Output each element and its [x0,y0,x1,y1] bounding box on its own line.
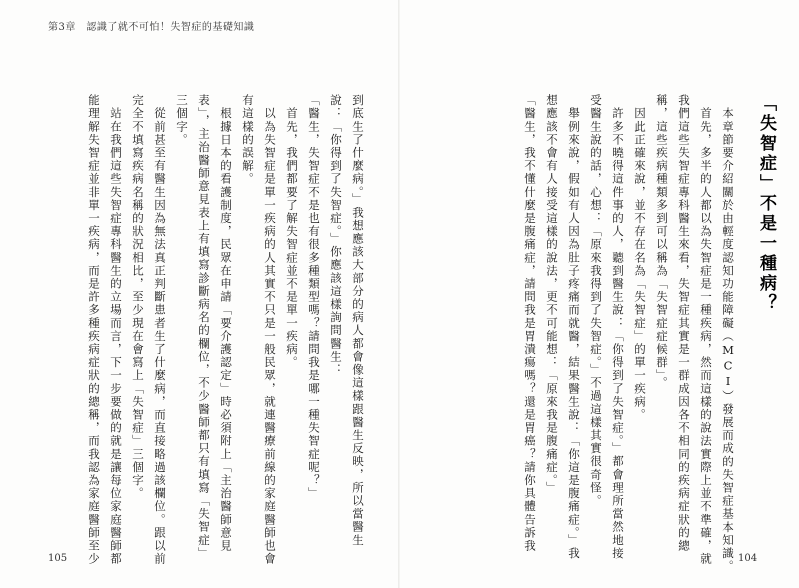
text-line: 有這樣的誤解。 [241,94,255,186]
page-number-left: 105 [48,553,68,564]
text-line: 以為失智症是單一疾病的人其實不只是一般民眾，就連醫療前線的家庭醫師也會 [263,94,277,566]
text-line: 能理解失智症並非單一疾病，而是許多種疾病症狀的總稱，而我認為家庭醫師至少 [87,94,101,566]
text-line: 說：「你得到了失智症。」你應該這樣詢問醫生： [329,94,343,377]
text-line: 首先，我們都要了解失智症並不是單一疾病。 [285,94,299,370]
text-line: 「醫生，失智症不是也有很多種類型嗎？請問我是哪一種失智症呢？」 [307,94,321,501]
left-body-text [83,94,369,566]
text-line: 稱，這些疾病種類多到可以稱為「失智症症候群」。 [655,94,669,390]
text-line: 想應該不會有人接受這樣的說法，更不可能想：「原來我是腹痛症。」 [545,94,559,495]
right-page [400,0,799,588]
text-line: 從前甚至有醫生因為無法真正判斷患者生了什麼病，而直接略過該欄位。跟以前 [153,94,167,566]
text-line: 舉例來說，假如有人因為肚子疼痛而就醫，結果醫生說：「你這是腹痛症。」我 [567,94,581,560]
left-page [0,0,399,588]
text-line: 表」，主治醫師意見表上有填寫診斷病名的欄位，不少醫師都只有填寫「失智症」 [197,94,211,560]
text-line: 因此正確來說，並不存在名為「失智症」的單一疾病。 [633,94,647,422]
text-line: 站在我們這些失智症專科醫生的立場而言，下一步要做的就是讓每位家庭醫師都 [109,94,123,566]
text-line: 許多不曉得這件事的人，聽到醫生說：「你得到了失智症。」都會理所當然地接 [611,94,625,560]
right-body-text [519,94,739,574]
text-line: 本章節要介紹關於由輕度認知功能障礙（MCI）發展而成的失智症基本知識。 [721,94,735,574]
text-line: 根據日本的看護制度，民眾在申請「要介護認定」時必須附上「主治醫師意見 [219,94,233,553]
text-line: 受醫生說的話，心想：「原來我得到了失智症。」不過這樣其實很奇怪。 [589,94,603,508]
text-line: 完全不填寫疾病名稱的狀況相比，至少現在會寫上「失智症」三個字。 [131,94,145,501]
text-line: 到底生了什麼病。」我想應該大部分的病人都會像這樣跟醫生反映，所以當醫生 [351,94,365,547]
text-line: 「醫生，我不懂什麼是腹痛症，請問我是胃潰瘍嗎？還是胃癌？請你具體告訴我 [523,94,537,553]
page-number-right: 104 [738,553,758,564]
text-line: 三個字。 [175,94,189,147]
running-header: 第3章 認識了就不可怕！失智症的基礎知識 [48,22,255,33]
section-title: 「失智症」不是一種病？ [756,94,776,314]
text-line: 我們這些失智症專科醫生來看，失智症其實是一群成因各不相同的疾病症狀的總 [677,94,691,553]
text-line: 首先，多半的人都以為失智症是一種疾病，然而這樣的說法實際上並不準確，就 [699,94,713,566]
